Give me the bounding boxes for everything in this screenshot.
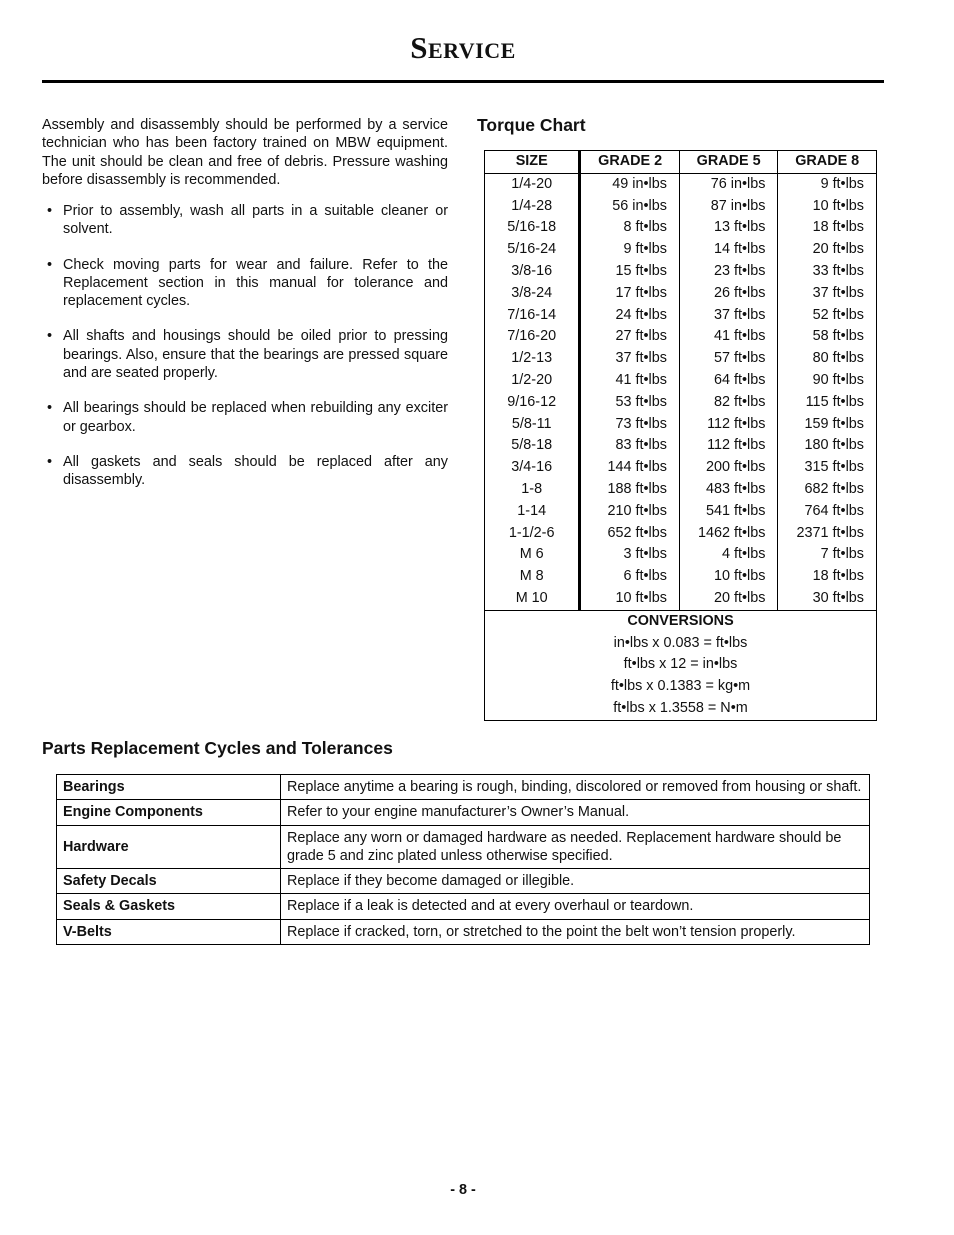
conversion-row <box>485 633 877 655</box>
grade-2-cell: 144 ft•lbs <box>580 457 680 479</box>
part-name: Seals & Gaskets <box>57 894 281 919</box>
bullet-text: All gaskets and seals should be replaced after any disassembly. <box>63 453 448 489</box>
grade-8-cell: 315 ft•lbs <box>778 457 877 479</box>
bullet-item <box>42 202 448 239</box>
bullet-symbol: • <box>47 256 53 273</box>
grade-8-cell: 20 ft•lbs <box>778 239 877 261</box>
conversion-row <box>485 698 877 720</box>
grade-5-cell: 64 ft•lbs <box>679 370 778 392</box>
parts-row <box>57 775 870 800</box>
grade-2-cell: 41 ft•lbs <box>580 370 680 392</box>
grade-5-cell: 57 ft•lbs <box>679 348 778 370</box>
torque-row <box>485 239 877 261</box>
torque-row <box>485 566 877 588</box>
size-cell: 1-8 <box>485 479 580 501</box>
grade-8-cell: 30 ft•lbs <box>778 588 877 610</box>
grade-8-cell: 80 ft•lbs <box>778 348 877 370</box>
part-replacement-instruction: Replace if a leak is detected and at every overhaul or teardown. <box>281 894 870 919</box>
bullet-symbol: • <box>47 203 53 219</box>
col-header-grade-5: GRADE 5 <box>679 151 778 174</box>
torque-row <box>485 414 877 436</box>
part-name: V-Belts <box>57 919 281 944</box>
grade-8-cell: 7 ft•lbs <box>778 544 877 566</box>
grade-2-cell: 188 ft•lbs <box>580 479 680 501</box>
size-cell: 7/16-20 <box>485 326 580 348</box>
size-cell: 5/8-18 <box>485 435 580 457</box>
parts-row <box>57 919 870 944</box>
grade-8-cell: 764 ft•lbs <box>778 501 877 523</box>
grade-5-cell: 112 ft•lbs <box>679 414 778 436</box>
part-replacement-instruction: Refer to your engine manufacturer’s Owner’s Manual. <box>281 800 870 825</box>
bullet-item <box>42 453 448 490</box>
grade-2-cell: 27 ft•lbs <box>580 326 680 348</box>
grade-5-cell: 20 ft•lbs <box>679 588 778 610</box>
grade-2-cell: 53 ft•lbs <box>580 392 680 414</box>
torque-row <box>485 173 877 195</box>
grade-5-cell: 1462 ft•lbs <box>679 523 778 545</box>
conversion-row <box>485 654 877 676</box>
bullet-symbol: • <box>47 453 53 470</box>
torque-row <box>485 196 877 218</box>
grade-5-cell: 483 ft•lbs <box>679 479 778 501</box>
conversion-row <box>485 676 877 698</box>
part-name: Hardware <box>57 825 281 869</box>
size-cell: 3/8-16 <box>485 261 580 283</box>
grade-5-cell: 41 ft•lbs <box>679 326 778 348</box>
torque-row <box>485 544 877 566</box>
grade-5-cell: 82 ft•lbs <box>679 392 778 414</box>
grade-2-cell: 8 ft•lbs <box>580 217 680 239</box>
size-cell: 3/8-24 <box>485 283 580 305</box>
grade-8-cell: 180 ft•lbs <box>778 435 877 457</box>
torque-chart-body <box>485 173 877 720</box>
size-cell: M 6 <box>485 544 580 566</box>
torque-row <box>485 326 877 348</box>
conversions-heading-row <box>485 610 877 632</box>
grade-8-cell: 9 ft•lbs <box>778 173 877 195</box>
grade-2-cell: 73 ft•lbs <box>580 414 680 436</box>
torque-row <box>485 392 877 414</box>
grade-5-cell: 200 ft•lbs <box>679 457 778 479</box>
torque-row <box>485 479 877 501</box>
torque-chart-table <box>484 150 877 721</box>
bullet-symbol: • <box>47 328 53 345</box>
part-replacement-instruction: Replace any worn or damaged hardware as needed. Replacement hardware should be grade 5 and zinc plated unless otherwise specified. <box>281 825 870 869</box>
part-replacement-instruction: Replace if cracked, torn, or stretched to the point the belt won’t tension properly. <box>281 919 870 944</box>
torque-row <box>485 283 877 305</box>
torque-row <box>485 261 877 283</box>
conversion-formula: ft•lbs x 0.1383 = kg•m <box>485 676 877 698</box>
grade-5-cell: 14 ft•lbs <box>679 239 778 261</box>
grade-5-cell: 541 ft•lbs <box>679 501 778 523</box>
grade-8-cell: 682 ft•lbs <box>778 479 877 501</box>
part-name: Engine Components <box>57 800 281 825</box>
col-header-size: SIZE <box>485 151 580 174</box>
grade-2-cell: 652 ft•lbs <box>580 523 680 545</box>
grade-2-cell: 9 ft•lbs <box>580 239 680 261</box>
grade-5-cell: 13 ft•lbs <box>679 217 778 239</box>
torque-row <box>485 523 877 545</box>
bullet-item <box>42 399 448 436</box>
grade-8-cell: 10 ft•lbs <box>778 196 877 218</box>
grade-8-cell: 2371 ft•lbs <box>778 523 877 545</box>
col-header-grade-2: GRADE 2 <box>580 151 680 174</box>
parts-replacement-body <box>57 775 870 945</box>
grade-2-cell: 6 ft•lbs <box>580 566 680 588</box>
grade-5-cell: 26 ft•lbs <box>679 283 778 305</box>
grade-8-cell: 159 ft•lbs <box>778 414 877 436</box>
size-cell: 5/8-11 <box>485 414 580 436</box>
grade-5-cell: 112 ft•lbs <box>679 435 778 457</box>
torque-row <box>485 370 877 392</box>
torque-header-row <box>485 151 877 174</box>
size-cell: 3/4-16 <box>485 457 580 479</box>
grade-2-cell: 3 ft•lbs <box>580 544 680 566</box>
size-cell: 1-14 <box>485 501 580 523</box>
grade-8-cell: 18 ft•lbs <box>778 217 877 239</box>
page-title: Service <box>410 30 516 65</box>
parts-row <box>57 800 870 825</box>
grade-2-cell: 10 ft•lbs <box>580 588 680 610</box>
parts-row <box>57 869 870 894</box>
grade-8-cell: 37 ft•lbs <box>778 283 877 305</box>
grade-5-cell: 4 ft•lbs <box>679 544 778 566</box>
grade-8-cell: 58 ft•lbs <box>778 326 877 348</box>
bullet-item <box>42 256 448 311</box>
size-cell: 1/4-28 <box>485 196 580 218</box>
part-replacement-instruction: Replace if they become damaged or illegible. <box>281 869 870 894</box>
grade-5-cell: 37 ft•lbs <box>679 305 778 327</box>
intro-paragraph: Assembly and disassembly should be performed by a service technician who has been factory trained on MBW equipment. The unit should be clean and free of debris. Pressure washing before disassembly is recommended. <box>42 117 448 188</box>
page-number: - 8 - <box>450 1182 476 1198</box>
size-cell: 7/16-14 <box>485 305 580 327</box>
size-cell: 1/2-13 <box>485 348 580 370</box>
grade-8-cell: 52 ft•lbs <box>778 305 877 327</box>
size-cell: M 8 <box>485 566 580 588</box>
parts-replacement-heading: Parts Replacement Cycles and Tolerances <box>42 738 393 758</box>
grade-5-cell: 10 ft•lbs <box>679 566 778 588</box>
grade-2-cell: 24 ft•lbs <box>580 305 680 327</box>
torque-row <box>485 457 877 479</box>
part-name: Safety Decals <box>57 869 281 894</box>
grade-2-cell: 210 ft•lbs <box>580 501 680 523</box>
size-cell: 5/16-24 <box>485 239 580 261</box>
bullet-text: All shafts and housings should be oiled prior to pressing bearings. Also, ensure that the bearings are pressed square and are seated properly. <box>63 328 448 382</box>
parts-row <box>57 825 870 869</box>
conversions-heading: CONVERSIONS <box>485 610 877 632</box>
grade-2-cell: 56 in•lbs <box>580 196 680 218</box>
bullet-symbol: • <box>47 400 53 417</box>
conversion-formula: ft•lbs x 12 = in•lbs <box>485 654 877 676</box>
grade-8-cell: 18 ft•lbs <box>778 566 877 588</box>
conversion-formula: in•lbs x 0.083 = ft•lbs <box>485 633 877 655</box>
title-rule <box>42 80 884 83</box>
grade-8-cell: 115 ft•lbs <box>778 392 877 414</box>
bullet-text: Prior to assembly, wash all parts in a suitable cleaner or solvent. <box>63 203 448 238</box>
bullet-text: Check moving parts for wear and failure. Refer to the Replacement section in this manual for tolerance and replacement cycles. <box>63 256 448 310</box>
grade-2-cell: 83 ft•lbs <box>580 435 680 457</box>
torque-row <box>485 305 877 327</box>
torque-row <box>485 588 877 610</box>
part-replacement-instruction: Replace anytime a bearing is rough, binding, discolored or removed from housing or shaft. <box>281 775 870 800</box>
grade-2-cell: 37 ft•lbs <box>580 348 680 370</box>
torque-chart-heading: Torque Chart <box>477 115 586 135</box>
part-name: Bearings <box>57 775 281 800</box>
size-cell: 1/2-20 <box>485 370 580 392</box>
grade-2-cell: 15 ft•lbs <box>580 261 680 283</box>
size-cell: 5/16-18 <box>485 217 580 239</box>
size-cell: 1/4-20 <box>485 173 580 195</box>
grade-8-cell: 33 ft•lbs <box>778 261 877 283</box>
grade-2-cell: 17 ft•lbs <box>580 283 680 305</box>
grade-5-cell: 76 in•lbs <box>679 173 778 195</box>
bullet-text: All bearings should be replaced when rebuilding any exciter or gearbox. <box>63 400 448 435</box>
torque-row <box>485 501 877 523</box>
torque-row <box>485 435 877 457</box>
grade-8-cell: 90 ft•lbs <box>778 370 877 392</box>
torque-row <box>485 348 877 370</box>
parts-row <box>57 894 870 919</box>
size-cell: 1-1/2-6 <box>485 523 580 545</box>
size-cell: M 10 <box>485 588 580 610</box>
size-cell: 9/16-12 <box>485 392 580 414</box>
parts-replacement-table <box>56 774 870 945</box>
torque-row <box>485 217 877 239</box>
bullet-item <box>42 327 448 382</box>
col-header-grade-8: GRADE 8 <box>778 151 877 174</box>
conversion-formula: ft•lbs x 1.3558 = N•m <box>485 698 877 720</box>
grade-2-cell: 49 in•lbs <box>580 173 680 195</box>
service-bullet-list <box>42 202 448 507</box>
grade-5-cell: 87 in•lbs <box>679 196 778 218</box>
grade-5-cell: 23 ft•lbs <box>679 261 778 283</box>
